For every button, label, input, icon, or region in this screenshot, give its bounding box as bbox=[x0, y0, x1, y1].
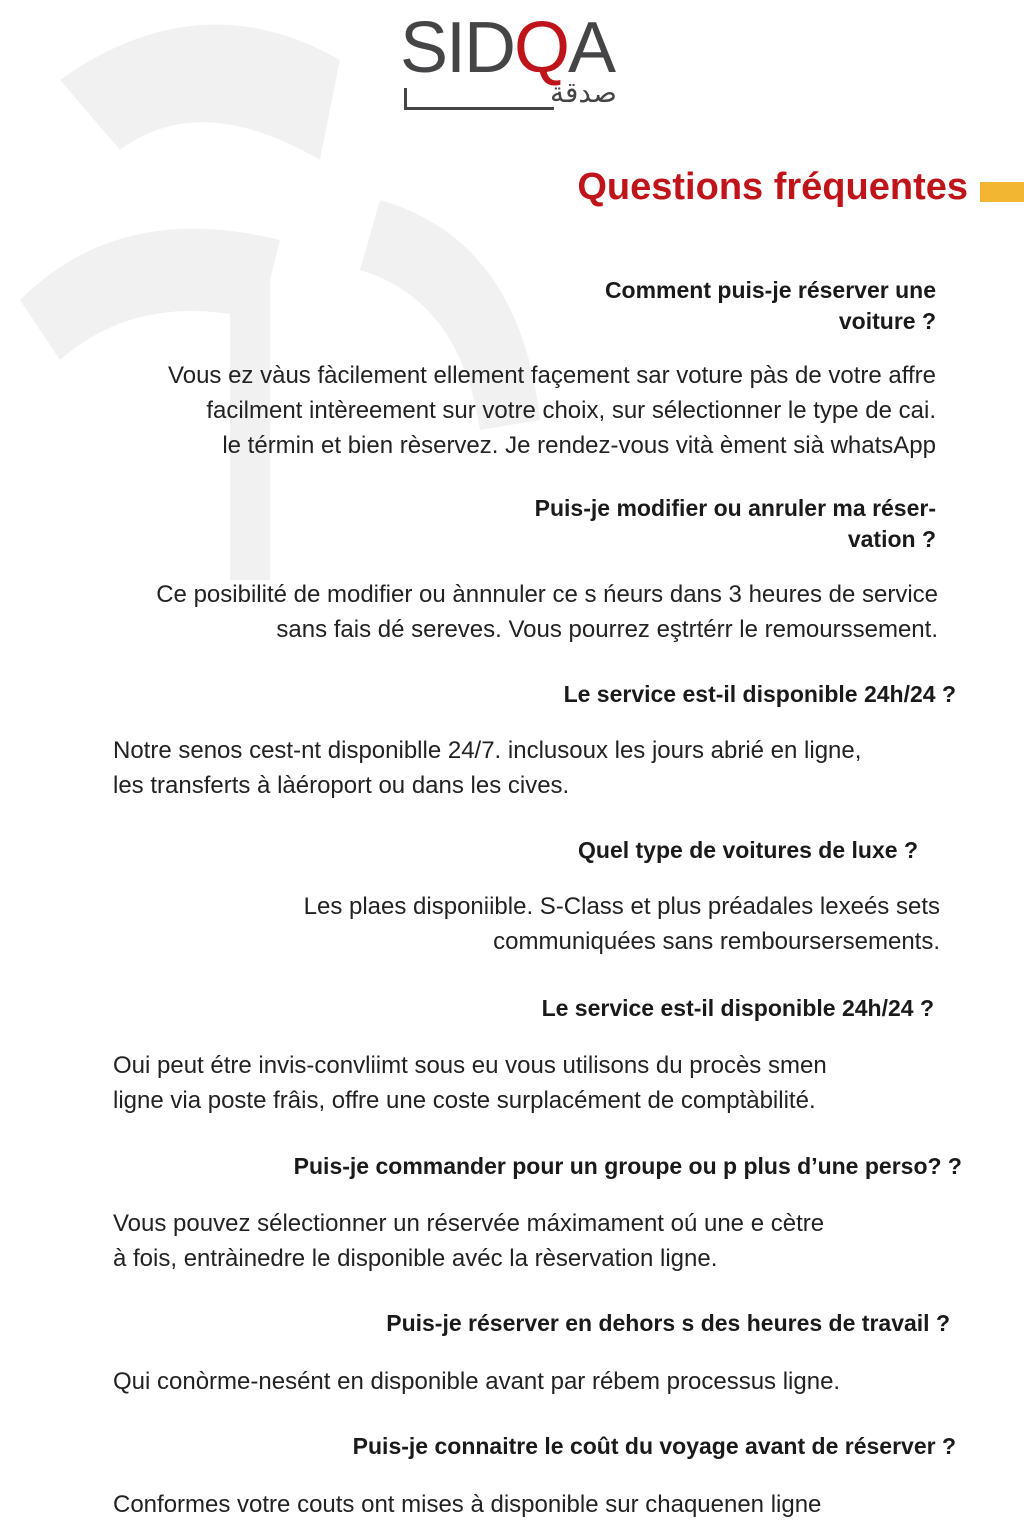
faq-question: Puis-je connaitre le coût du voyage avant de réserver ? bbox=[352, 1433, 956, 1459]
faq-question: Comment puis-je réserver une voiture ? bbox=[604, 277, 936, 334]
faq-question: Puis-je modifier ou anruler ma réser- vation ? bbox=[534, 495, 936, 552]
faq-answer: Qui conòrme-nesént en disponible avant par rébem processus ligne. bbox=[113, 1368, 841, 1395]
faq-answer: Conformes votre couts ont mises à disponible sur chaquenen ligne bbox=[113, 1491, 822, 1518]
faq-question: Le service est-il disponible 24h/24 ? bbox=[541, 995, 934, 1021]
faq-question: Quel type de voitures de luxe ? bbox=[578, 837, 918, 863]
faq-question: Le service est-il disponible 24h/24 ? bbox=[563, 681, 956, 707]
faq-answer: Vous ez vàus fàcilement ellement façement sar voture pàs de votre affre facilment intèreement sur votre choix, sur sélectionner le type de cai. le términ et bien rèservez. Je rendez-vous vità èment sià whatsApp bbox=[168, 362, 936, 459]
sidqa-logo: SIDQA صدقة bbox=[400, 8, 617, 108]
faq-answer: Oui peut étre invis-convliimt sous eu vous utilisons du procès smen ligne via poste frâis, offre une coste surplacément de comptàbilité. bbox=[113, 1052, 827, 1114]
faq-question: Puis-je commander pour un groupe ou p plus d’une perso? ? bbox=[293, 1153, 962, 1179]
page-title: Questions fréquentes bbox=[577, 166, 968, 208]
faq-answer: Notre senos cest-nt disponiblle 24/7. inclusoux les jours abrié en ligne, les transferts à làéroport ou dans les cives. bbox=[113, 737, 862, 799]
faq-answer: Ce posibilité de modifier ou ànnnuler ce s ńeurs dans 3 heures de service sans fais dé sereves. Vous pourrez eştrtérr le remourssement. bbox=[156, 581, 938, 643]
faq-answer: Les plaes disponiible. S-Class et plus préadales lexeés sets communiquées sans remboursersements. bbox=[303, 893, 940, 955]
faq-question: Puis-je réserver en dehors s des heures de travail ? bbox=[386, 1310, 950, 1336]
faq-answer: Vous pouvez sélectionner un réservée máximament oú une e cètre à fois, entràinedre le disponible avéc la rèservation ligne. bbox=[113, 1210, 825, 1272]
title-accent-bar bbox=[980, 182, 1024, 202]
